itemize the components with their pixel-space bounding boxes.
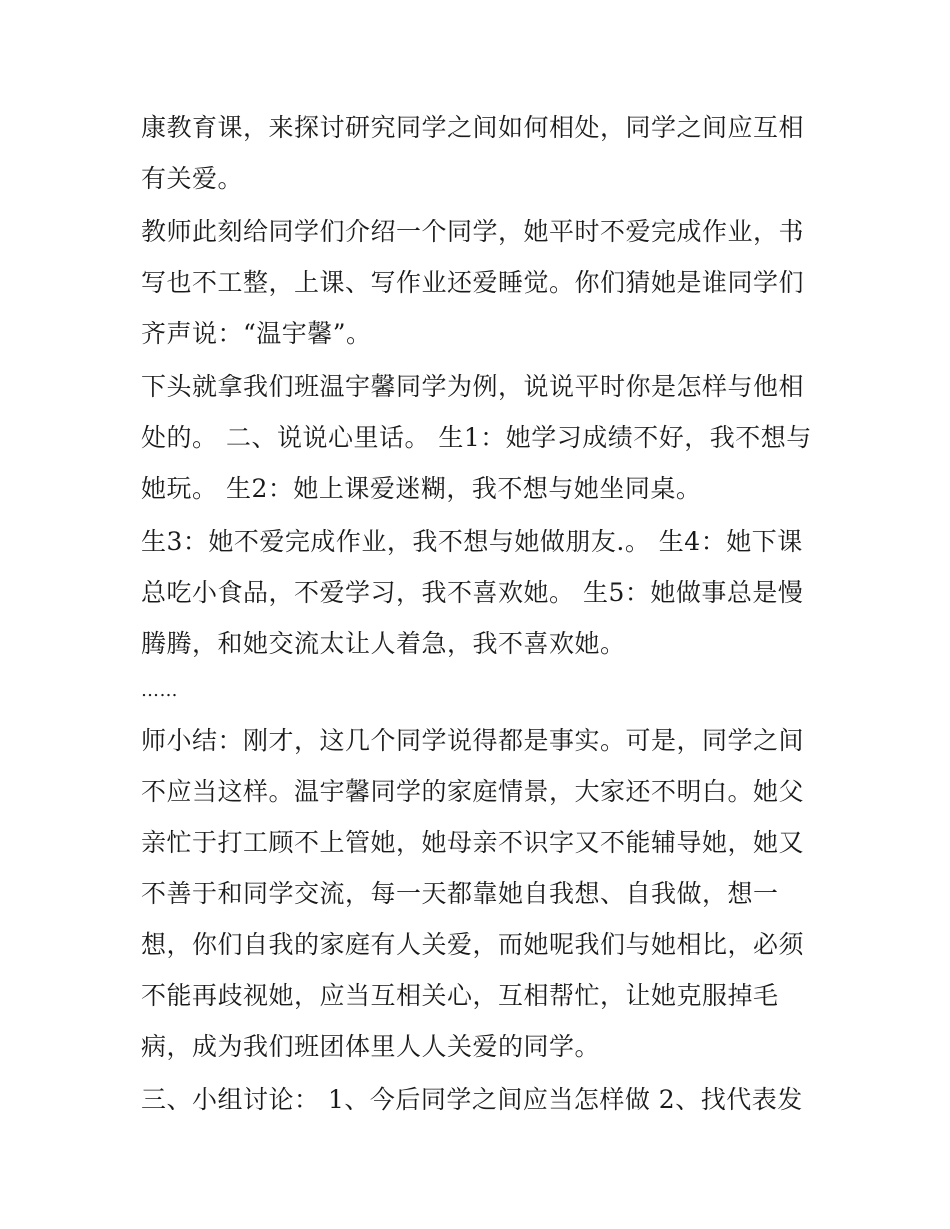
paragraph-teacher-intro: 教师此刻给同学们介绍一个同学，她平时不爱完成作业，书写也不工整，上课、写作业还爱睡觉。你们猜她是谁同学们齐声说：“温宇馨”。 xyxy=(141,217,805,348)
document-body xyxy=(141,102,821,1127)
paragraph-ellipsis: …… xyxy=(141,680,178,701)
paragraph-group-discussion: 三、小组讨论： 1、今后同学之间应当怎样做 2、找代表发 xyxy=(141,1085,803,1114)
paragraph-student-opinions-2: 生3：她不爱完成作业，我不想与她做朋友.。 生4：她下课总吃小食品，不爱学习，我不喜欢她。 生5：她做事总是慢腾腾，和她交流太让人着急，我不喜欢她。 xyxy=(141,527,804,658)
paragraph-teacher-summary: 师小结：刚才，这几个同学说得都是事实。可是，同学之间不应当这样。温宇馨同学的家庭情景，大家还不明白。她父亲忙于打工顾不上管她，她母亲不识字又不能辅导她，她又不善于和同学交流，每一天都靠她自我想、自我做，想一想，你们自我的家庭有人关爱，而她呢我们与她相比，必须不能再歧视她，应当互相关心，互相帮忙，让她克服掉毛病，成为我们班团体里人人关爱的同学。 xyxy=(141,726,805,1061)
paragraph-student-opinions-1: 下头就拿我们班温宇馨同学为例，说说平时你是怎样与他相处的。 二、说说心里话。 生1：她学习成绩不好，我不想与她玩。 生2：她上课爱迷糊，我不想与她坐同桌。 xyxy=(141,372,812,503)
paragraph-intro: 康教育课，来探讨研究同学之间如何相处，同学之间应互相有关爱。 xyxy=(141,113,805,193)
